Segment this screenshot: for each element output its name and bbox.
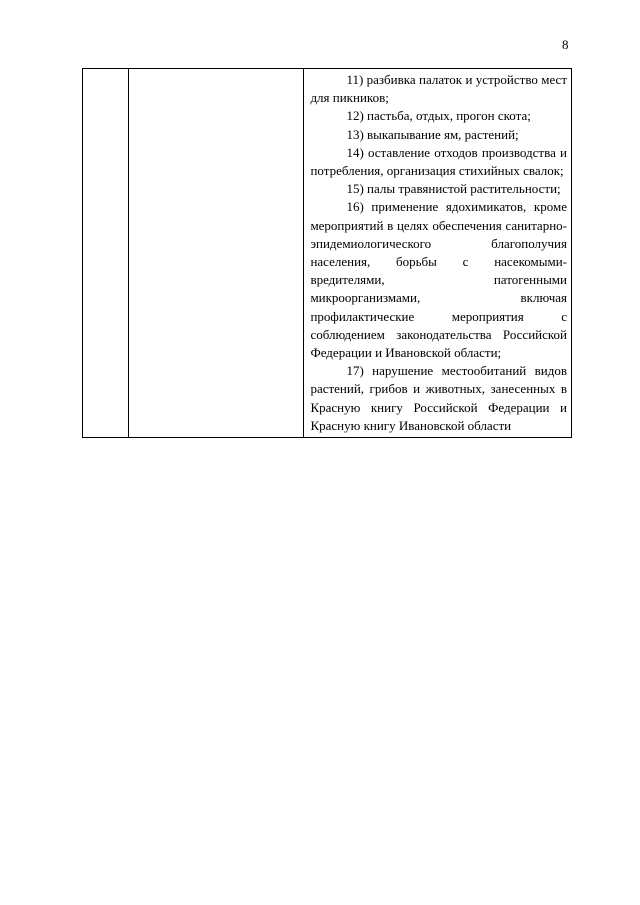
page-number: 8 [562,37,569,52]
restrictions-list [304,69,571,437]
table-row [83,69,572,438]
table-cell-name [129,69,304,438]
table-cell-number [83,69,129,438]
restriction-item-15: 15) палы травянистой растительности; [346,181,561,197]
table-cell-restrictions [304,69,572,438]
restrictions-table [82,68,572,438]
restriction-item-12: 12) пастьба, отдых, прогон скота; [346,108,531,124]
restriction-item-13: 13) выкапывание ям, растений; [346,126,519,142]
restriction-item-11: 11) разбивка палаток и устройство мест для пикников; [310,72,567,106]
restriction-item-14: 14) оставление отходов производства и потребления, организация стихийных свалок; [310,144,567,179]
restriction-item-16: 16) применение ядохимикатов, кроме мероприятий в целях обеспечения санитарно-эпидемиологического благополучия населения, борьбы с насекомыми-вредителями, патогенными микроорганизмами, включая профилактические мероприятия с соблюдением законодательства Российской Федерации и Ивановской области; [310,199,567,361]
restriction-item-17: 17) нарушение местообитаний видов растений, грибов и животных, занесенных в Красную книгу Российской Федерации и Красную книгу Ивановской области [310,363,567,433]
